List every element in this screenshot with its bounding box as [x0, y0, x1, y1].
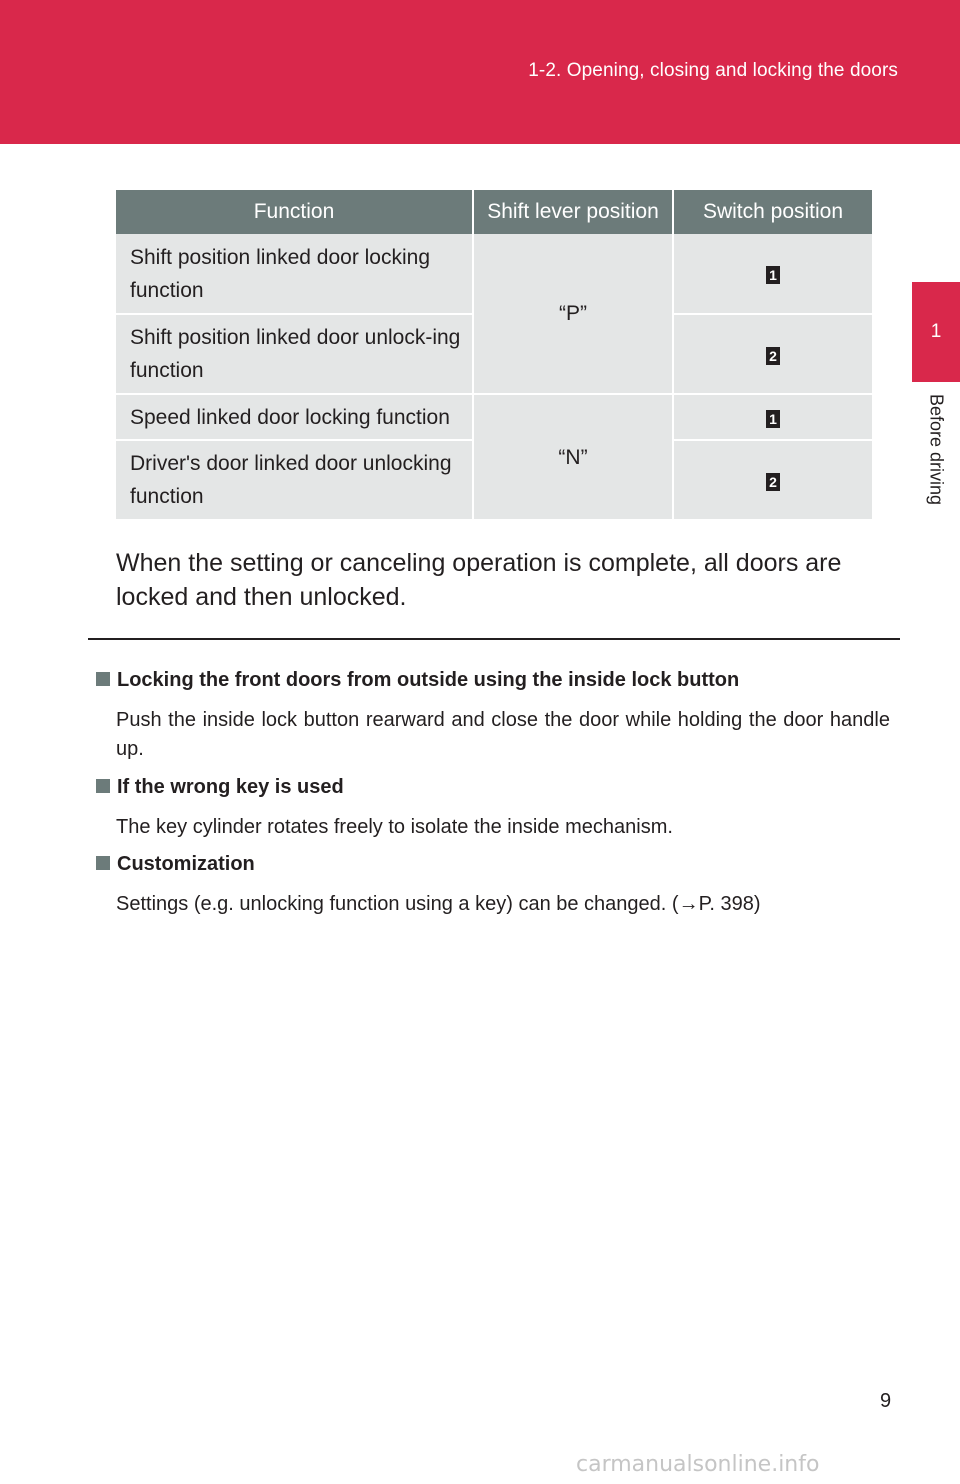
header-function: Function [116, 190, 473, 234]
note-heading [96, 776, 344, 799]
section-title: 1-2. Opening, closing and locking the doors [528, 60, 898, 81]
note-body: The key cylinder rotates freely to isolate the inside mechanism. [116, 816, 673, 838]
chapter-tab[interactable] [912, 282, 960, 382]
note-heading [96, 853, 255, 876]
function-table [116, 190, 872, 521]
switch-number-badge: 1 [766, 410, 780, 428]
switch-cell [673, 314, 872, 394]
chapter-label-container [912, 382, 960, 542]
function-cell: Driver's door linked door unlocking function [116, 440, 473, 520]
switch-number-badge: 1 [766, 266, 780, 284]
note-body: Settings (e.g. unlocking function using a key) can be changed. (→P. 398) [116, 893, 761, 915]
page-number: 9 [880, 1390, 892, 1412]
square-bullet-icon [96, 779, 110, 793]
switch-cell [673, 234, 872, 314]
note-heading-text: Locking the front doors from outside using the inside lock button [117, 669, 740, 691]
header-band [0, 0, 960, 144]
square-bullet-icon [96, 672, 110, 686]
function-cell: Speed linked door locking function [116, 394, 473, 440]
section-divider [88, 638, 900, 640]
note-heading [96, 669, 739, 692]
note-heading-text: Customization [117, 853, 255, 875]
shift-position-cell: “P” [473, 234, 673, 394]
switch-number-badge: 2 [766, 473, 780, 491]
function-cell: Shift position linked door unlock-ing function [116, 314, 473, 394]
table-row [116, 394, 872, 440]
chapter-label: Before driving [926, 394, 947, 506]
note-body: Push the inside lock button rearward and close the door while holding the door handle up. [116, 709, 890, 760]
switch-cell [673, 440, 872, 520]
header-shift-lever-position: Shift lever position [473, 190, 673, 234]
header-switch-position: Switch position [673, 190, 872, 234]
table-row [116, 234, 872, 314]
summary-paragraph: When the setting or canceling operation is complete, all doors are locked and then unlocked. [116, 549, 842, 611]
note-heading-text: If the wrong key is used [117, 776, 344, 798]
watermark: carmanualsonline.info [576, 1452, 820, 1477]
chapter-number: 1 [930, 321, 942, 342]
shift-position-cell: “N” [473, 394, 673, 520]
table-header-row [116, 190, 872, 234]
switch-cell [673, 394, 872, 440]
square-bullet-icon [96, 856, 110, 870]
function-cell: Shift position linked door locking function [116, 234, 473, 314]
switch-number-badge: 2 [766, 347, 780, 365]
